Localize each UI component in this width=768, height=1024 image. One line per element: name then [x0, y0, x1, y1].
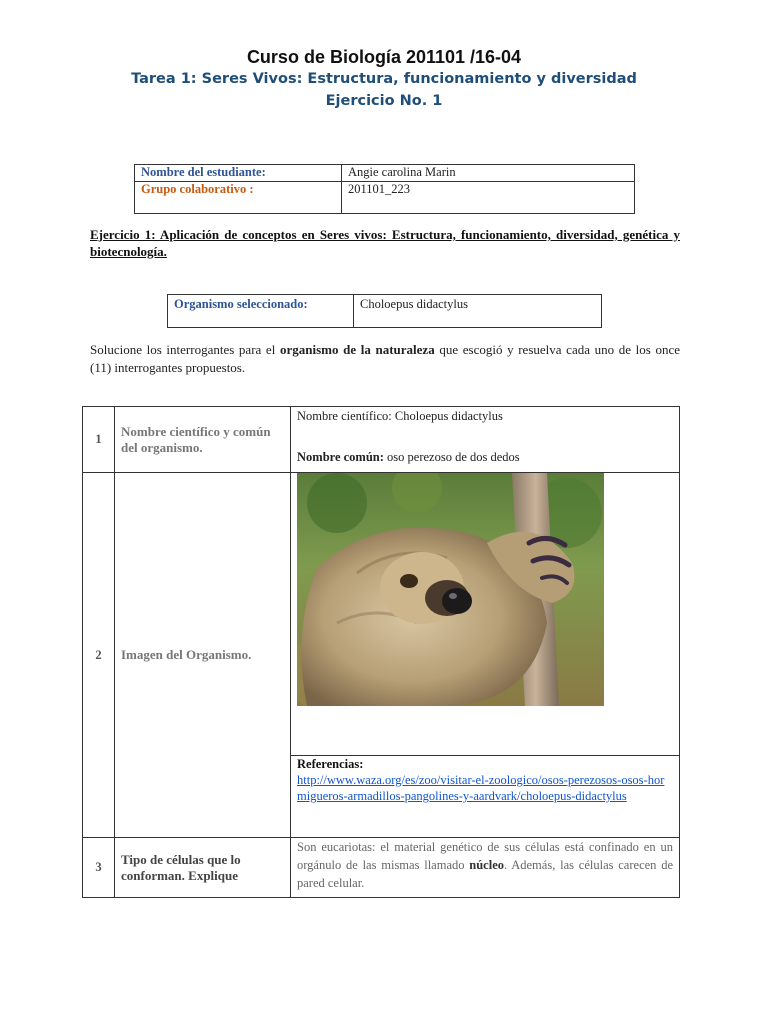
answer-bold: núcleo — [469, 858, 505, 872]
instructions-bold: organismo de la naturaleza — [279, 342, 435, 357]
answer-cell — [291, 407, 680, 473]
organism-label: Organismo seleccionado: — [168, 295, 354, 328]
document-title: Curso de Biología 201101 /16-04 — [246, 47, 522, 67]
question-number: 2 — [83, 473, 115, 838]
question-label: Imagen del Organismo. — [115, 473, 291, 838]
common-name — [297, 450, 673, 465]
exercise-number: Ejercicio No. 1 — [325, 93, 443, 109]
document-subtitle: Tarea 1: Seres Vivos: Estructura, funcionamiento y diversidad — [131, 71, 637, 87]
answer-cell — [291, 838, 680, 898]
reference-link[interactable]: http://www.waza.org/es/zoo/visitar-el-zoologico/osos-perezosos-osos-hormigueros-armadillos-pangolines-y-aardvark/choloepus-didactylus — [297, 773, 665, 803]
student-name-label: Nombre del estudiante: — [135, 165, 342, 182]
instructions-paragraph — [90, 341, 680, 377]
exercise-title: Ejercicio 1: Aplicación de conceptos en Seres vivos: Estructura, funcionamiento, diversidad, genética y biotecnología. — [90, 227, 680, 259]
sloth-photo — [297, 473, 604, 706]
student-info-table — [134, 164, 635, 214]
instructions-text-1: Solucione los interrogantes para el — [90, 342, 280, 357]
organism-table — [167, 294, 602, 328]
scientific-name: Nombre científico: Choloepus didactylus — [297, 409, 503, 423]
instructions-text-2: que escogió y resuelva cada uno de los once (11) interrogantes propuestos. — [90, 342, 681, 375]
answer-text-1: Son eucariotas: el material genético de sus células está confinado en un orgánulo de las mismas llamado — [297, 840, 673, 872]
references-label: Referencias: — [297, 757, 364, 771]
question-label: Tipo de células que lo conforman. Explique — [115, 838, 291, 898]
group-value: 201101_223 — [342, 182, 635, 214]
references-cell — [291, 756, 680, 838]
answer-text-2: . Además, las células carecen de pared celular. — [297, 858, 673, 890]
organism-value: Choloepus didactylus — [354, 295, 602, 328]
question-number: 1 — [83, 407, 115, 473]
group-label: Grupo colaborativo : — [135, 182, 342, 214]
question-label: Nombre científico y común del organismo. — [115, 407, 291, 473]
student-name-value: Angie carolina Marin — [342, 165, 635, 182]
common-name-value: oso perezoso de dos dedos — [383, 450, 520, 464]
common-name-label: Nombre común: — [297, 450, 384, 464]
question-number: 3 — [83, 838, 115, 898]
